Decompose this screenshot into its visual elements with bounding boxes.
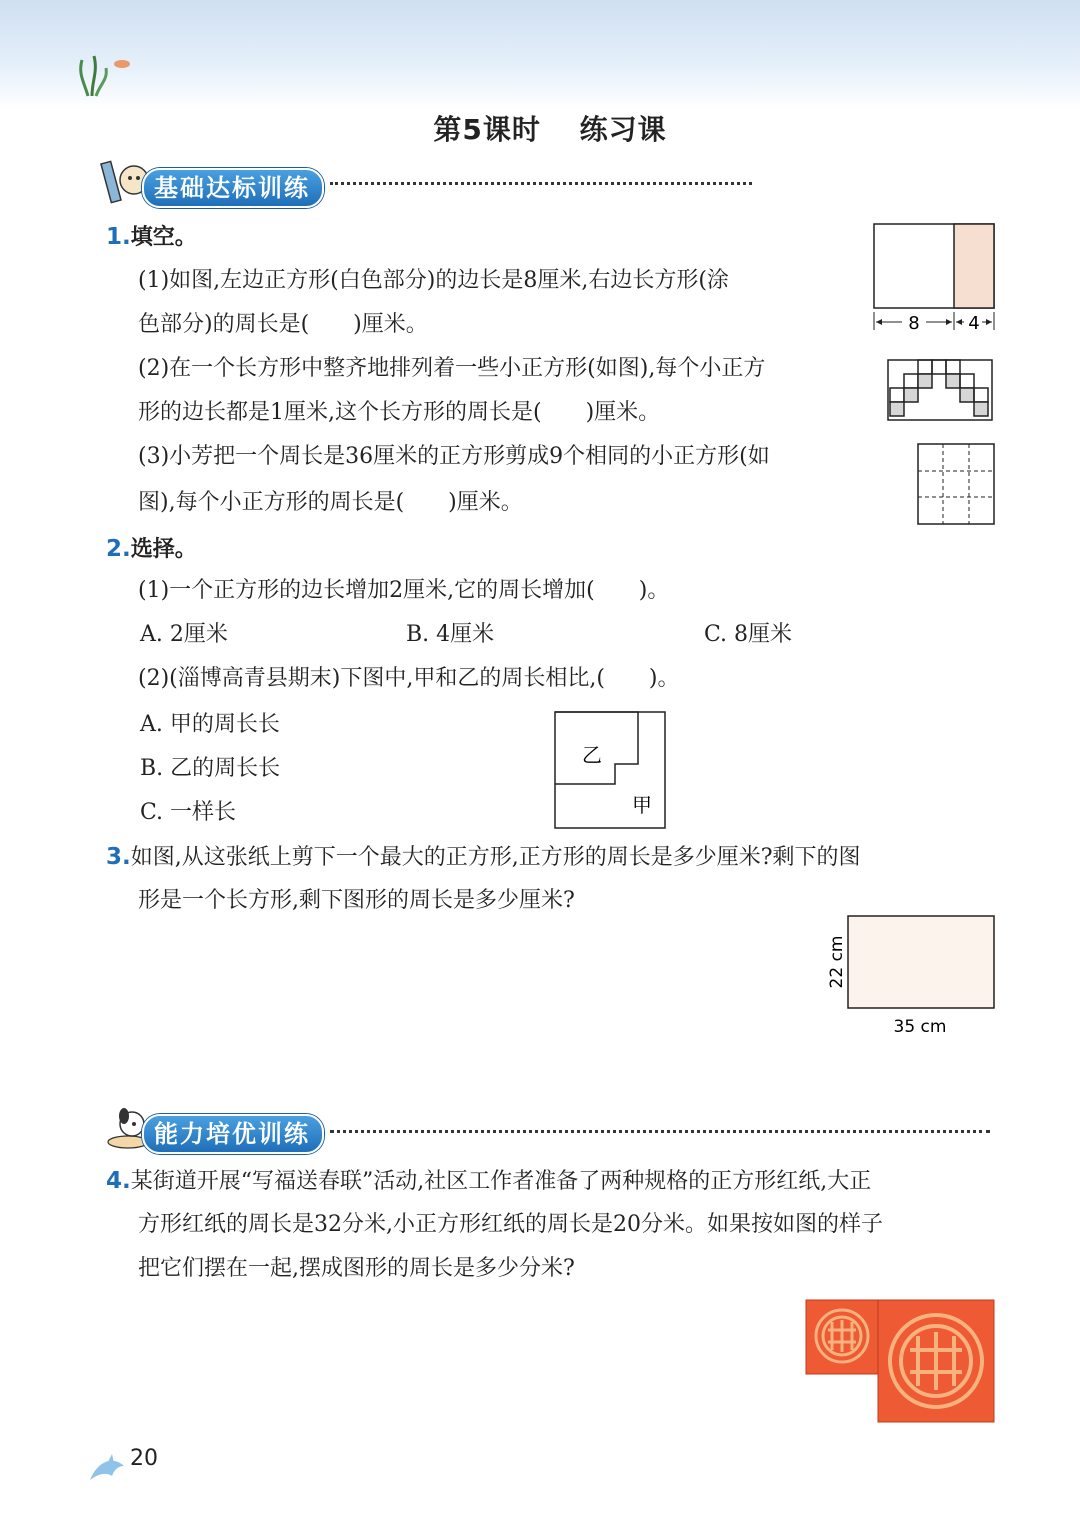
page-title (0, 108, 1080, 148)
q1-fig-grid-3x3 (914, 440, 998, 528)
q1-fig-dim-4: 4 (968, 313, 980, 334)
q4-number: 4. (106, 1168, 131, 1194)
q1-part2-line1: (2)在一个长方形中整齐地排列着一些小正方形(如图),每个小正方 (138, 356, 766, 381)
q3-text-line1: 如图,从这张纸上剪下一个最大的正方形,正方形的周长是多少厘米?剩下的图 (130, 845, 861, 870)
q3-text-line2: 形是一个长方形,剩下图形的周长是多少厘米? (138, 888, 575, 913)
q4-fig-red-papers (804, 1298, 996, 1426)
q1-part2-line2: 形的边长都是1厘米,这个长方形的周长是( )厘米。 (138, 400, 661, 425)
q1-fig-square-rect (868, 218, 1000, 338)
page-number: 20 (130, 1446, 158, 1471)
title-topic: 练习课 (579, 113, 667, 146)
dolphin-icon (88, 1450, 128, 1488)
section-banner-advanced (142, 1114, 324, 1154)
section-advanced-label: 能力培优训练 (154, 1120, 310, 1148)
q2-part2-option-a[interactable]: A. 甲的周长长 (140, 712, 280, 737)
q4-line1 (106, 1166, 871, 1197)
q1-heading (106, 222, 197, 253)
q2-part1-stem: (1)一个正方形的边长增加2厘米,它的周长增加( )。 (138, 578, 670, 603)
q2-heading (106, 534, 197, 565)
q1-number: 1. (106, 224, 131, 250)
fu-seal-small-icon (816, 1310, 868, 1362)
q2-part1-option-b[interactable]: B. 4厘米 (406, 622, 495, 647)
seaweed-decoration (70, 50, 140, 100)
q2-number: 2. (106, 536, 131, 562)
q3-fig-width-label: 35 cm (893, 1017, 947, 1037)
q4-text-line3: 把它们摆在一起,摆成图形的周长是多少分米? (138, 1256, 575, 1281)
q1-part3-line1: (3)小芳把一个周长是36厘米的正方形剪成9个相同的小正方形(如 (138, 444, 770, 469)
q2-part1-option-a[interactable]: A. 2厘米 (140, 622, 228, 647)
q3-line1 (106, 842, 861, 873)
q4-text-line1: 某街道开展“写福送春联”活动,社区工作者准备了两种规格的正方形红纸,大正 (130, 1169, 872, 1194)
header-sky (0, 0, 1080, 110)
q1-title: 填空。 (130, 225, 197, 250)
q2-fig-label-yi: 乙 (582, 743, 602, 767)
section-divider-dots-2 (330, 1130, 990, 1133)
q1-fig-dim-8: 8 (908, 313, 920, 334)
q2-title: 选择。 (130, 537, 197, 562)
section-basic-label: 基础达标训练 (154, 174, 310, 202)
q3-fig-height-label: 22 cm (827, 935, 847, 989)
section-banner-basic (142, 168, 324, 208)
q3-number: 3. (106, 844, 131, 870)
q2-part1-option-c[interactable]: C. 8厘米 (704, 622, 793, 647)
title-lesson: 第5课时 (433, 113, 541, 146)
q1-part3-line2: 图),每个小正方形的周长是( )厘米。 (138, 490, 523, 515)
q2-part2-option-c[interactable]: C. 一样长 (140, 800, 237, 825)
q1-part1-line2: 色部分)的周长是( )厘米。 (138, 312, 428, 337)
q2-fig-jia-yi (552, 708, 670, 832)
section-divider-dots (330, 182, 752, 185)
q3-fig-paper (820, 912, 1000, 1042)
q1-fig-staircase (884, 352, 996, 424)
q1-part1-line1: (1)如图,左边正方形(白色部分)的边长是8厘米,右边长方形(涂 (138, 268, 729, 293)
q2-fig-label-jia: 甲 (632, 793, 652, 817)
q2-part2-option-b[interactable]: B. 乙的周长长 (140, 756, 281, 781)
q2-part2-stem: (2)(淄博高青县期末)下图中,甲和乙的周长相比,( )。 (138, 666, 680, 691)
q4-text-line2: 方形红纸的周长是32分米,小正方形红纸的周长是20分米。如果按如图的样子 (138, 1212, 883, 1237)
